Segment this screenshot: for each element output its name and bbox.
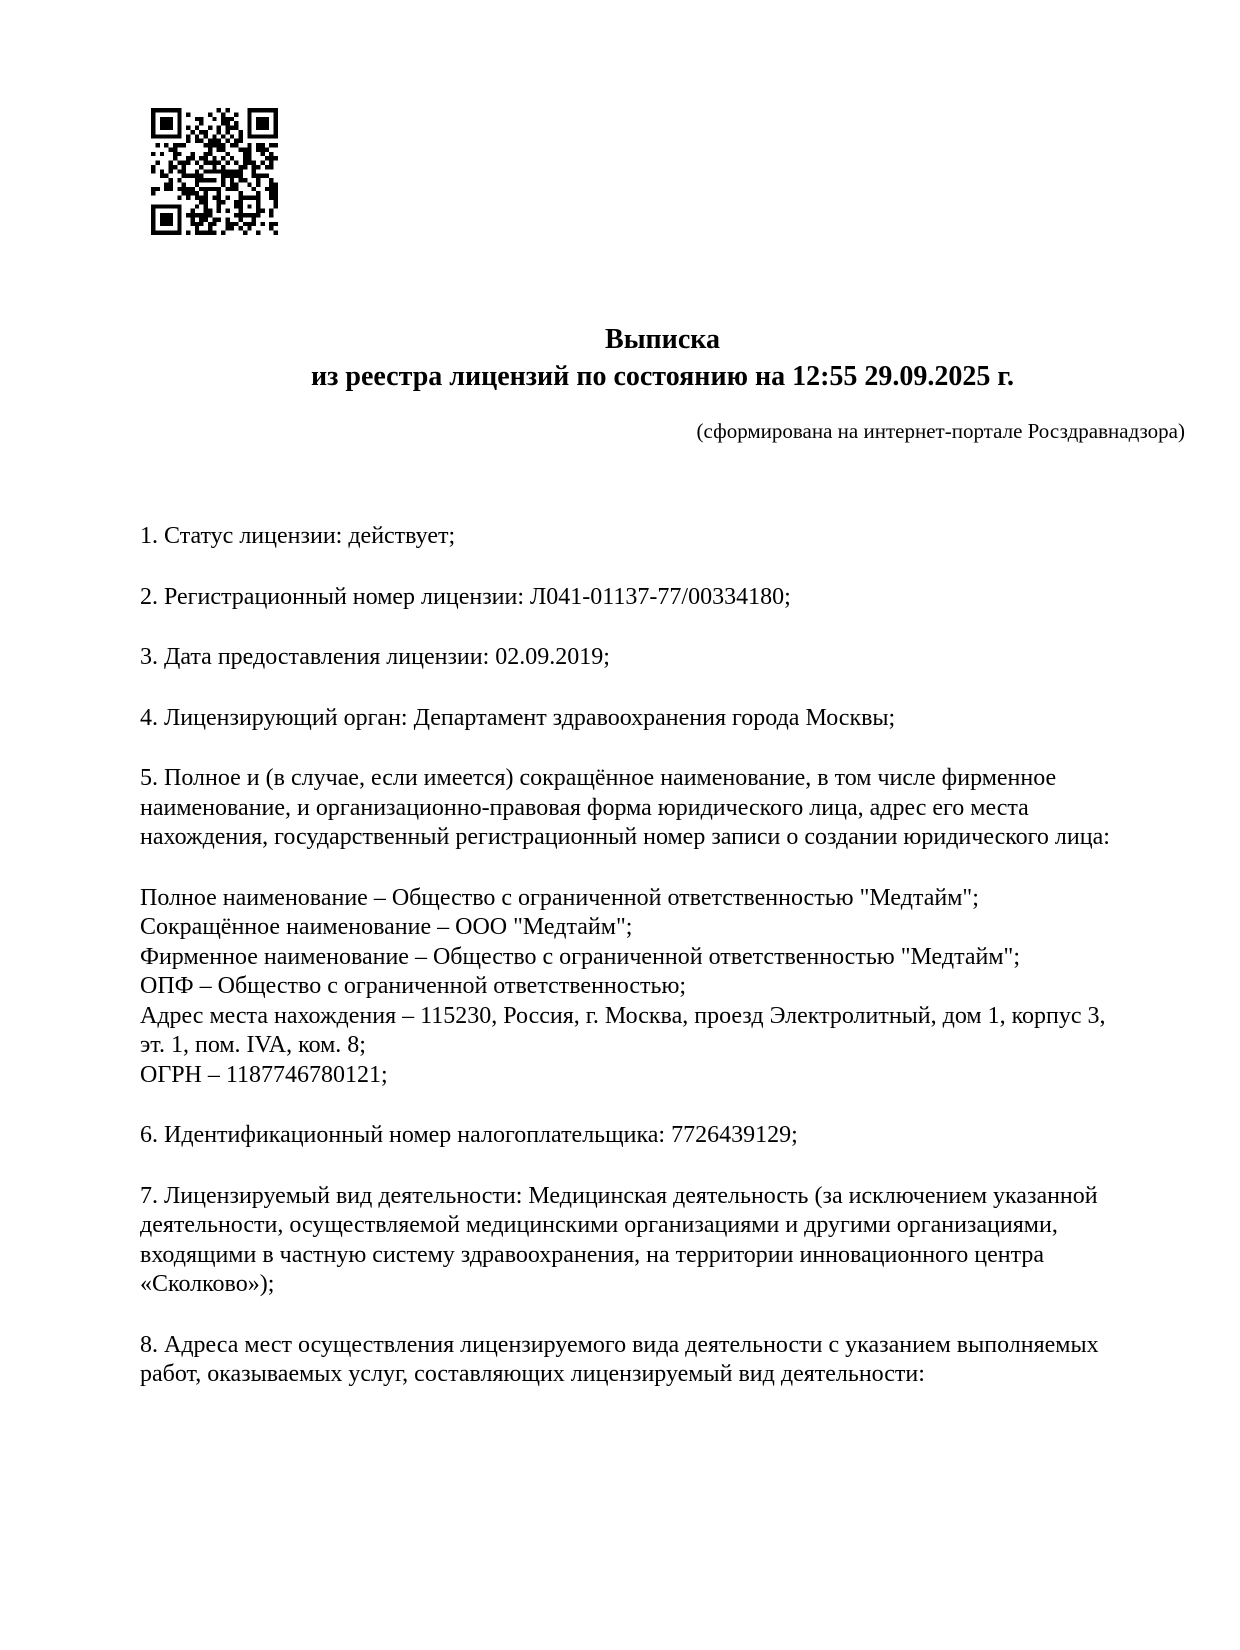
document-paragraph: 3. Дата предоставления лицензии: 02.09.2019;	[140, 644, 610, 670]
document-body	[140, 522, 1185, 1421]
qr-code-icon	[151, 108, 278, 235]
qr-code-image	[151, 108, 278, 235]
document-paragraph: 6. Идентификационный номер налогоплательщика: 7726439129;	[140, 1122, 798, 1148]
document-paragraph: Полное наименование – Общество с ограниченной ответственностью "Медтайм"; Сокращённое наименование – ООО "Медтайм"; Фирменное наименование – Общество с ограниченной ответственностью "Медтайм"; ОПФ – Общество с ограниченной ответственностью; Адрес места нахождения – 115230, Россия, г. Москва, проезд Электролитный, дом 1, корпус 3, эт. 1, пом. IVA, ком. 8; ОГРН – 1187746780121;	[140, 884, 1106, 1088]
document-paragraph: 8. Адреса мест осуществления лицензируемого вида деятельности с указанием выполняемых работ, оказываемых услуг, составляющих лицензируемый вид деятельности:	[140, 1331, 1099, 1387]
title-line-1: Выписка	[605, 324, 720, 355]
document-paragraph: 2. Регистрационный номер лицензии: Л041-01137-77/00334180;	[140, 583, 791, 610]
document-paragraph: 4. Лицензирующий орган: Департамент здравоохранения города Москвы;	[140, 704, 896, 731]
document-paragraph: 1. Статус лицензии: действует;	[140, 523, 456, 549]
title-line-2: из реестра лицензий по состоянию на 12:55 29.09.2025 г.	[311, 361, 1014, 392]
document-title	[140, 321, 1185, 395]
document-paragraph: 5. Полное и (в случае, если имеется) сокращённое наименование, в том числе фирменное наименование, и организационно-правовая форма юридического лица, адрес его места нахождения, государственный регистрационный номер записи о создании юридического лица:	[140, 765, 1110, 850]
document-paragraph: 7. Лицензируемый вид деятельности: Медицинская деятельность (за исключением указанной деятельности, осуществляемой медицинскими организациями и другими организациями, входящими в частную систему здравоохранения, на территории инновационного центра «Сколково»);	[140, 1182, 1098, 1297]
document-subtitle: (сформирована на интернет-портале Росздравнадзора)	[696, 419, 1185, 443]
